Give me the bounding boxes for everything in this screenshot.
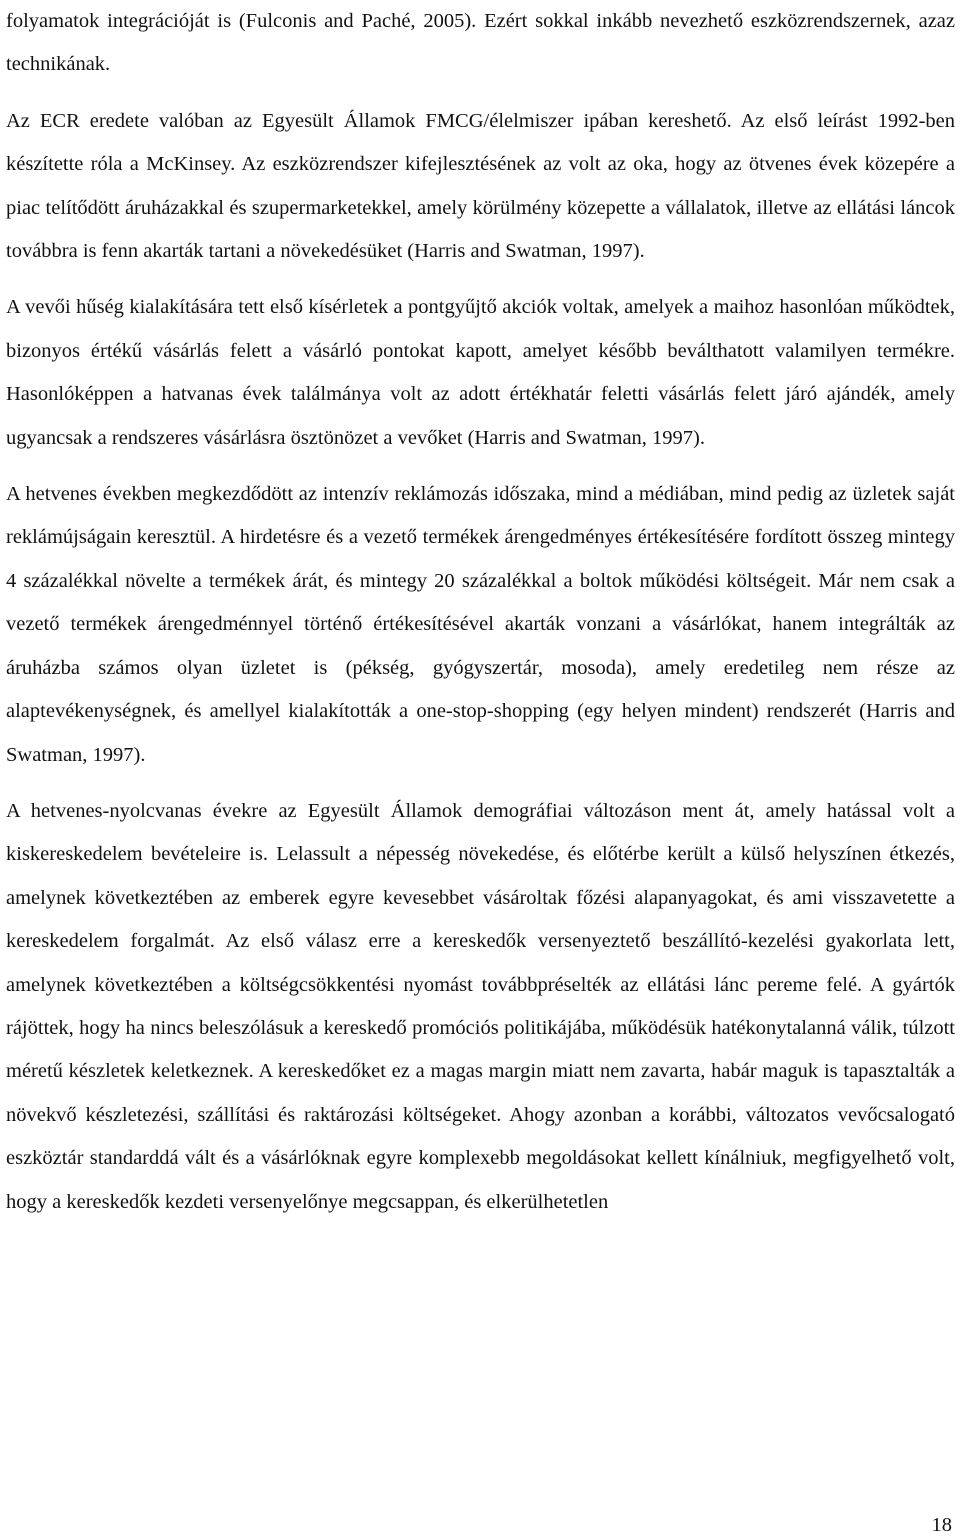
document-page (6, 0, 955, 1224)
page-number: 18 (931, 1514, 952, 1536)
paragraph-3: A vevői hűség kialakítására tett első kísérletek a pontgyűjtő akciók voltak, amelyek a maihoz hasonlóan működtek, bizonyos értékű vásárlás felett a vásárló pontokat kapott, amelyet később beválthatott valamilyen termékre. Hasonlóképpen a hatvanas évek találmánya volt az adott értékhatár feletti vásárlás felett járó ajándék, amely ugyancsak a rendszeres vásárlásra ösztönözet a vevőket (Harris and Swatman, 1997). (6, 296, 955, 449)
paragraph-1: folyamatok integrációját is (Fulconis and Paché, 2005). Ezért sokkal inkább nevezhető eszközrendszernek, azaz technikának. (6, 10, 955, 76)
paragraph-2: Az ECR eredete valóban az Egyesült Államok FMCG/élelmiszer ipában kereshető. Az első leírást 1992-ben készítette róla a McKinsey. Az eszközrendszer kifejlesztésének az volt az oka, hogy az ötvenes évek közepére a piac telítődött áruházakkal és szupermarketekkel, amely körülmény közepette a vállalatok, illetve az ellátási láncok továbbra is fenn akarták tartani a növekedésüket (Harris and Swatman, 1997). (6, 109, 955, 263)
paragraph-4: A hetvenes években megkezdődött az intenzív reklámozás időszaka, mind a médiában, mind pedig az üzletek saját reklámújságain keresztül. A hirdetésre és a vezető termékek árengedményes értékesítésére fordított összeg mintegy 4 százalékkal növelte a termékek árát, és mintegy 20 százalékkal a boltok működési költségeit. Már nem csak a vezető termékek árengedménnyel történő értékesítésével akarták vonzani a vásárlókat, hanem integrálták az áruházba számos olyan üzletet is (pékség, gyógyszertár, mosoda), amely eredetileg nem része az alaptevékenységnek, és amellyel kialakították a one-stop-shopping (egy helyen mindent) rendszerét (Harris and Swatman, 1997). (6, 483, 955, 766)
paragraph-5: A hetvenes-nyolcvanas évekre az Egyesült Államok demográfiai változáson ment át, amely hatással volt a kiskereskedelem bevételeire is. Lelassult a népesség növekedése, és előtérbe került a külső helyszínen étkezés, amelynek következtében az emberek egyre kevesebbet vásároltak főzési alapanyagokat, és ami visszavetette a kereskedelem forgalmát. Az első válasz erre a kereskedők versenyeztető beszállító-kezelési gyakorlata lett, amelynek következtében a költségcsökkentési nyomást továbbpréselték az ellátási lánc pereme felé. A gyártók rájöttek, hogy ha nincs beleszólásuk a kereskedő promóciós politikájába, működésük hatékonytalanná válik, túlzott méretű készletek keletkeznek. A kereskedőket ez a magas margin miatt nem zavarta, habár maguk is tapasztalták a növekvő készletezési, szállítási és raktározási költségeket. Ahogy azonban a korábbi, változatos vevőcsalogató eszköztár standarddá vált és a vásárlóknak egyre komplexebb megoldásokat kellett kínálniuk, megfigyelhető volt, hogy a kereskedők kezdeti versenyelőnye megcsappan, és elkerülhetetlen (6, 799, 955, 1213)
